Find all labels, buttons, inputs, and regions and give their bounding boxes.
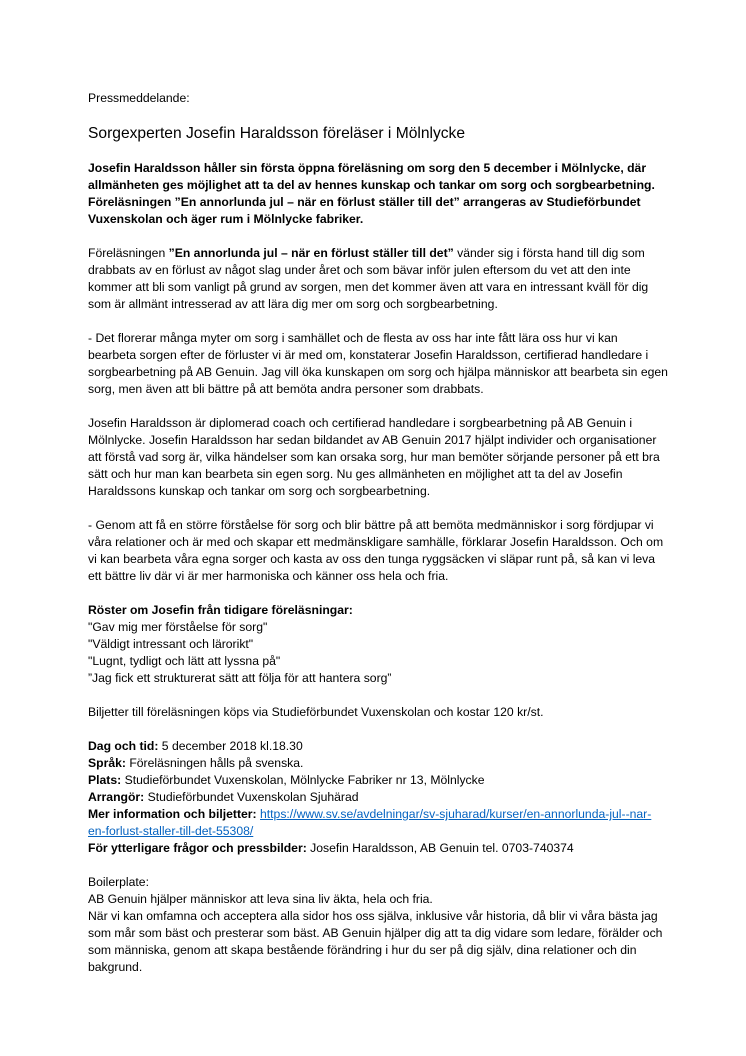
quote-paragraph-1: - Det florerar många myter om sorg i samhället och de flesta av oss har inte fått lära oss hur vi kan bearbeta sorgen efter de förluster vi är med om, konstaterar Josefin Haraldsson, certifierad handledare i sorgbearbetning på AB Genuin. Jag vill öka kunskapen om sorg och hjälpa människor att bearbeta sin egen sorg, men även att bli bättre på att bemöta andra personer som drabbats.	[88, 331, 668, 396]
lead-paragraph: Josefin Haraldsson håller sin första öppna föreläsning om sorg den 5 december i Mölnlycke, där allmänheten ges möjlighet att ta del av hennes kunskap och tankar om sorg och sorgbearbetning. Föreläsningen ”En annorlunda jul – när en förlust ställer till det” arrangeras av Studieförbundet Vuxenskolan och äger rum i Mölnlycke fabriker.	[88, 161, 655, 226]
testimonial-item: ”Jag fick ett strukturerat sätt att följa för att hantera sorg”	[88, 671, 392, 685]
info-date-label: Dag och tid:	[88, 739, 159, 753]
document-label: Pressmeddelande:	[88, 91, 190, 105]
testimonial-item: "Lugnt, tydligt och lätt att lyssna på"	[88, 654, 281, 668]
event-info-section	[88, 738, 668, 857]
info-organizer-label: Arrangör:	[88, 790, 145, 804]
info-language	[88, 755, 668, 772]
info-press	[88, 840, 668, 857]
press-release-page	[88, 90, 668, 976]
testimonial-item: "Väldigt intressant och lärorikt"	[88, 637, 254, 651]
page-title: Sorgexperten Josefin Haraldsson föreläser i Mölnlycke	[88, 125, 466, 142]
info-language-value: Föreläsningen hålls på svenska.	[125, 756, 304, 770]
testimonials-section	[88, 602, 668, 687]
boilerplate-line-2: När vi kan omfamna och acceptera alla sidor hos oss själva, inklusive vår historia, då blir vi våra bästa jag som mår som bäst och presterar som bäst. AB Genuin hjälper dig att ta dig vidare som ledare, förälder och som människa, genom att skapa bestående förändring i hur du ser på dig själv, dina relationer och din bakgrund.	[88, 909, 663, 974]
bio-paragraph: Josefin Haraldsson är diplomerad coach och certifierad handledare i sorgbearbetning på AB Genuin i Mölnlycke. Josefin Haraldsson har sedan bildandet av AB Genuin 2017 hjälpt individer och organisationer att förstå vad sorg är, vilka händelser som kan orsaka sorg, hur man bemöter sörjande personer på ett bra sätt och hur man kan bearbeta sin egen sorg. Nu ges allmänheten en möjlighet att ta del av Josefin Haraldssons kunskap och tankar om sorg och sorgbearbetning.	[88, 416, 660, 498]
tickets-paragraph: Biljetter till föreläsningen köps via Studieförbundet Vuxenskolan och kostar 120 kr/st.	[88, 705, 544, 719]
info-date	[88, 738, 668, 755]
info-organizer	[88, 789, 668, 806]
info-press-label: För ytterligare frågor och pressbilder:	[88, 841, 307, 855]
testimonials-heading: Röster om Josefin från tidigare föreläsningar:	[88, 603, 353, 617]
info-press-value: Josefin Haraldsson, AB Genuin tel. 0703-740374	[306, 841, 574, 855]
testimonial-item: "Gav mig mer förståelse för sorg"	[88, 620, 268, 634]
info-place-value: Studieförbundet Vuxenskolan, Mölnlycke Fabriker nr 13, Mölnlycke	[121, 773, 485, 787]
info-language-label: Språk:	[88, 756, 126, 770]
info-date-value: 5 december 2018 kl.18.30	[158, 739, 303, 753]
info-place	[88, 772, 668, 789]
boilerplate-line-1: AB Genuin hjälper människor att leva sina liv äkta, hela och fria.	[88, 892, 433, 906]
info-organizer-value: Studieförbundet Vuxenskolan Sjuhärad	[144, 790, 359, 804]
info-more	[88, 806, 668, 840]
intro-paragraph	[88, 245, 668, 313]
event-link[interactable]: https://www.sv.se/avdelningar/sv-sjuharad/kurser/en-annorlunda-jul--nar-en-forlust-staller-till-det-55308/	[88, 807, 652, 838]
info-more-label: Mer information och biljetter:	[88, 807, 257, 821]
info-place-label: Plats:	[88, 773, 122, 787]
intro-text-start: Föreläsningen	[88, 246, 169, 260]
boilerplate-label: Boilerplate:	[88, 875, 149, 889]
lecture-title-bold: ”En annorlunda jul – när en förlust ställer till det”	[168, 246, 454, 260]
quote-paragraph-2: - Genom att få en större förståelse för sorg och blir bättre på att bemöta medmänniskor i sorg fördjupar vi våra relationer och är med och skapar ett medmänskligare samhälle, förklarar Josefin Haraldsson. Och om vi kan bearbeta våra egna sorger och kasta av oss den tunga ryggsäcken vi släpar runt på, så kan vi leva ett bättre liv där vi är mer harmoniska och känner oss hela och fria.	[88, 518, 664, 583]
intro-text-rest: vänder sig i första hand till dig som drabbats av en förlust av något slag under året och som bävar inför julen eftersom du vet att den inte kommer att bli som vanligt på grund av sorgen, men det kommer även att vara en intressant kväll för dig som är allmänt intresserad av att lära dig mer om sorg och sorgbearbetning.	[88, 246, 649, 311]
